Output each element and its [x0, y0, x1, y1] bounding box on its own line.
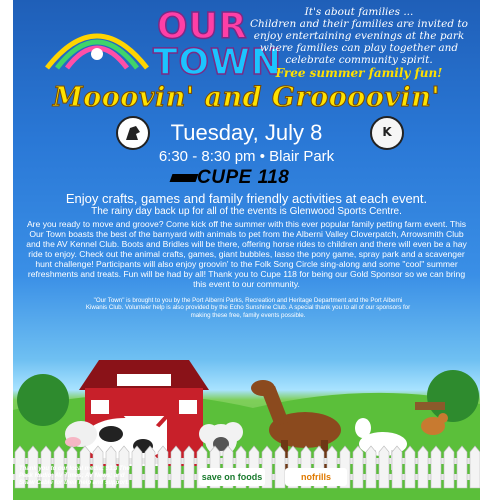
our-town-logo: [27, 6, 282, 86]
tree-left: [17, 374, 69, 426]
sponsor-logo-save-on-foods: save on foods: [199, 468, 265, 486]
logo-word-our: OUR: [157, 6, 248, 47]
event-date: Tuesday, July 8: [170, 120, 323, 145]
tree-right: [427, 370, 479, 422]
intro-text: [239, 6, 479, 66]
fence-picket: [366, 446, 376, 488]
intro-line: where families can play together and: [259, 42, 459, 54]
fence-picket: [379, 446, 389, 488]
intro-line: celebrate community spirit.: [285, 54, 433, 66]
rainbow-arc-icon: [37, 10, 157, 70]
fence-picket: [158, 446, 168, 488]
media-thanks: Thank you to our local media: 93.3 The Peak Radio; AV Times; AV News; and Shaw Cable for their help and support.: [19, 466, 130, 486]
fence-picket: [418, 446, 428, 488]
tagline: Free summer family fun!: [275, 66, 443, 80]
intro-line: Children and their families are invited to: [250, 18, 468, 30]
fence-picket: [353, 446, 363, 488]
fence-picket: [457, 446, 467, 488]
sponsor-logo-nofrills: nofrills: [285, 468, 347, 486]
fence-picket: [184, 446, 194, 488]
cupe-logo-bar: [170, 174, 199, 182]
intro-line: enjoy entertaining evenings at the park: [253, 30, 465, 42]
fence-picket: [145, 446, 155, 488]
fence-picket: [171, 446, 181, 488]
fence-picket: [444, 446, 454, 488]
event-poster: [13, 0, 480, 500]
kiwanis-emblem-letter: K: [382, 125, 392, 139]
fence-picket: [392, 446, 402, 488]
event-headline: Mooovin' and Groooovin': [52, 82, 441, 113]
fence-picket: [431, 446, 441, 488]
credits-text: "Our Town" is brought to you by the Port Alberni Parks, Recreation and Heritage Department and the Port Alberni Kiwanis Club. Volunteer help is also provided by the Echo Sunshine Club. A special thank you to all of our sponsors for making these free, family events possible.: [85, 297, 411, 319]
fence-picket: [275, 446, 285, 488]
event-description: Are you ready to move and groove? Come kick off the summer with this ever popular family petting farm event. This Our Town boasts the best of the barnyard with animals to pet from the Alberni Valley Cloverpatch, Arrowsmith Club and the AV Kennel Club. Boots and Bridles will be there, offering horse rides to children and there will even be a hay ride to enjoy. Check out the animal crafts, games, giant bubbles, lasso the pony game, spray park and a scavenger hunt challenge! Participants will also enjoy groovin' to the Folk Song Circle sing-along and some "cool" summer refreshments and treats. Fun will be had by all! Thank you to Cupe 118 for being our Gold Sponsor so we can bring this event to our community.: [26, 219, 467, 289]
intro-line: It's about families ...: [304, 6, 414, 18]
logo-word-town: TOWN: [153, 42, 282, 83]
fence-picket: [405, 446, 415, 488]
main-sponsor: CUPE 118: [197, 167, 290, 188]
rainday-note: The rainy day back up for all of the events is Glenwood Sports Centre.: [91, 206, 402, 217]
fence-picket: [470, 446, 480, 488]
event-time-location: 6:30 - 8:30 pm • Blair Park: [158, 148, 335, 165]
activities-summary: Enjoy crafts, games and family friendly activities at each event.: [65, 191, 428, 206]
